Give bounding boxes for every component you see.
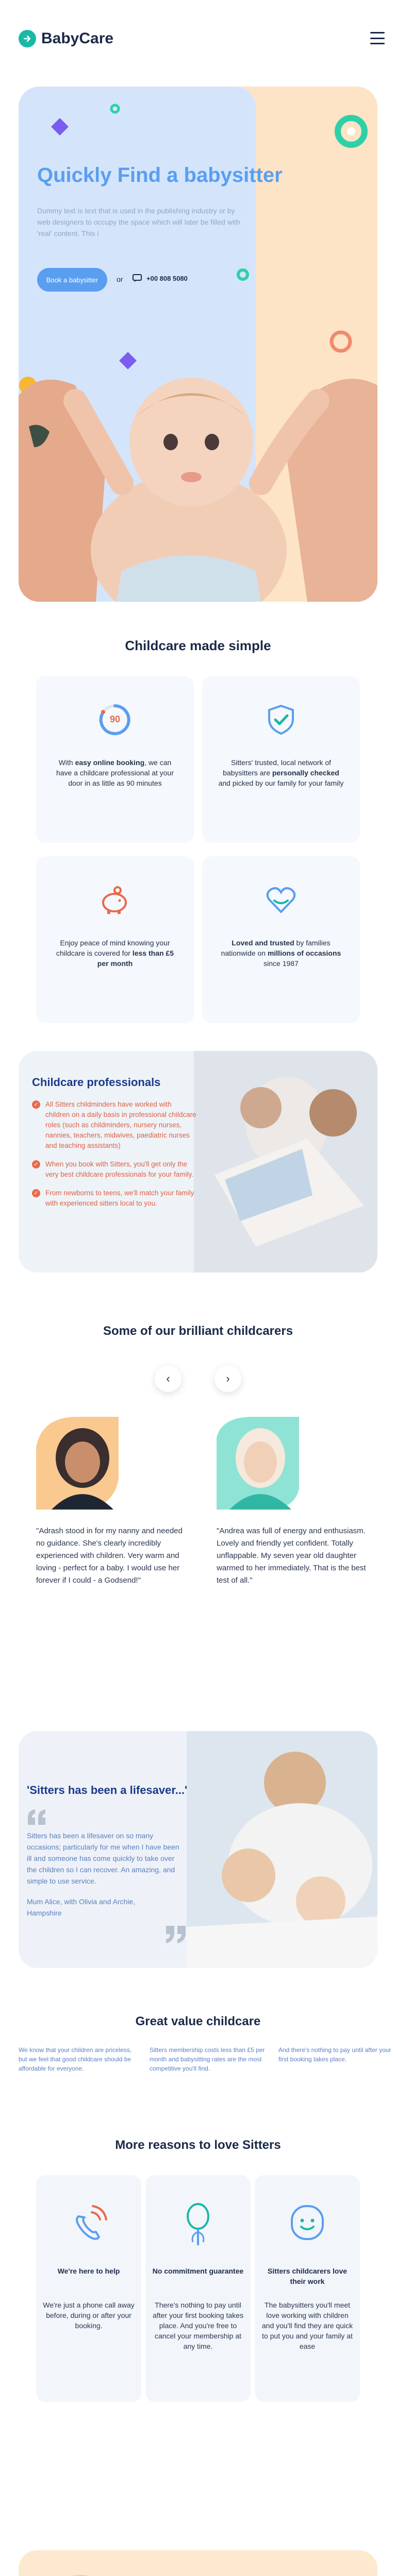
testimonial-section (19, 1731, 377, 1968)
great-value-text: Sitters membership costs less than £5 per month and babysitting rates are the most competitive you'll find. (150, 2046, 265, 2072)
phone-call-icon (68, 2201, 109, 2247)
logo-arrow-icon (19, 30, 36, 47)
menu-icon[interactable] (370, 32, 385, 44)
feature-text: Sitters' trusted, local network of babysitters are personally checked and picked by our family for your family (218, 758, 344, 787)
testimonial-author: Mum Alice, with Olivia and Archie, Hampshire (27, 1897, 136, 1917)
hero-baby-image (19, 354, 377, 602)
sitter-photo (36, 1417, 119, 1510)
hero-phone-number: +00 808 5080 (146, 274, 188, 282)
newsletter-baby-image (19, 2550, 158, 2576)
hero (19, 87, 377, 602)
gauge-value: 90 (109, 714, 121, 724)
childcare-section-title: Childcare made simple (125, 638, 271, 653)
check-icon: ✓ (32, 1160, 40, 1168)
sitter-quote: "Andrea was full of energy and enthusiasm. Lovely and friendly yet confident. Totally unflappable. My seven year old daughter warmed to her immediately. That is the best test of all." (217, 1527, 366, 1585)
list-item: ✓ When you book with Sitters, you'll get only the very best childcare professionals for your family. (32, 1159, 197, 1180)
logo[interactable] (19, 30, 113, 47)
chat-icon (132, 273, 142, 283)
professionals-section (19, 1051, 377, 1273)
carousel-next-button[interactable]: › (214, 1365, 241, 1392)
logo-text: BabyCare (41, 30, 114, 47)
great-value-text: And there's nothing to pay until after your first booking takes place. (278, 2046, 391, 2063)
list-item: ✓ From newborns to teens, we'll match your family with experienced sitters local to you. (32, 1188, 197, 1209)
reason-text: There's nothing to pay until after your first booking takes place. And you're free to cancel your membership at any time. (153, 2301, 243, 2350)
hero-or-label: or (117, 275, 123, 283)
book-babysitter-button[interactable]: Book a babysitter (37, 268, 107, 292)
balloon-icon (177, 2201, 219, 2247)
smile-badge-icon (287, 2201, 328, 2247)
reason-card (36, 2175, 141, 2402)
shield-check-icon (264, 703, 298, 737)
diamond-decoration-icon (50, 116, 70, 137)
quote-open-icon (27, 1808, 47, 1826)
carousel-prev-button[interactable]: ‹ (155, 1365, 182, 1392)
hero-title: Quickly Find a babysitter (37, 164, 283, 187)
ring-decoration-icon (235, 267, 251, 282)
ring-decoration-icon (109, 103, 121, 114)
piggy-bank-icon (98, 883, 132, 917)
heart-hands-icon (264, 883, 298, 917)
check-icon: ✓ (32, 1100, 40, 1109)
feature-text: With easy online booking, we can have a childcare professional at your door in as little as 90 minutes (56, 758, 174, 787)
feature-text: Loved and trusted by families nationwide on millions of occasions since 1987 (221, 939, 341, 968)
feature-text: Enjoy peace of mind knowing your childcare is covered for less than £5 per month (56, 939, 174, 968)
sitter-quote: "Adrash stood in for my nanny and needed no guidance. She's clearly incredibly experienced with children. Very warm and loving - perfect for a baby. I would use her forever if I could - a Godsend!" (36, 1527, 183, 1585)
reason-heading: We're here to help (57, 2267, 120, 2275)
reason-card (255, 2175, 360, 2402)
check-icon: ✓ (32, 1189, 40, 1197)
list-item: ✓ All Sitters childminders have worked with children on a daily basis in professional childcare roles (such as childminders, nursery nurses, nannies, teachers, midwives, paediatric nurses and teaching assistants) (32, 1099, 197, 1151)
professionals-list (32, 1099, 197, 1217)
reason-text: We're just a phone call away before, during or after your booking. (43, 2301, 135, 2330)
reason-text: The babysitters you'll meet love working with children and you'll find they are quick to put you and your family at ease (261, 2301, 353, 2350)
great-value-text: We know that your children are priceless, but we feel that good childcare should be affordable for everyone. (19, 2046, 132, 2072)
feature-card (202, 856, 360, 1023)
feature-card (36, 856, 194, 1023)
professionals-title: Childcare professionals (32, 1076, 161, 1089)
ring-decoration-icon (328, 329, 354, 354)
reason-card (145, 2175, 251, 2402)
newsletter-section (19, 2550, 377, 2576)
ring-decoration-icon (333, 113, 369, 149)
professionals-photo (194, 1051, 377, 1273)
feature-card (36, 676, 194, 843)
feature-card (202, 676, 360, 843)
reason-heading: No commitment guarantee (152, 2267, 244, 2275)
testimonial-title: 'Sitters has been a lifesaver...' (27, 1784, 188, 1797)
quote-close-icon (164, 1925, 187, 1944)
testimonial-text: Sitters has been a lifesaver on so many occasions; particularly for me when I have been ill and someone has come quickly to take over the children so I can recover. An amazing, and simple to use service. (27, 1832, 179, 1885)
hero-subtitle: Dummy text is text that is used in the publishing industry or by web designers to occupy the space which will later be filled with 'real' content. This i (37, 207, 240, 238)
header (0, 0, 396, 77)
sitters-section-title: Some of our brilliant childcarers (103, 1324, 293, 1338)
reason-heading: Sitters childcarers love their work (267, 2267, 348, 2285)
great-value-title: Great value childcare (135, 2014, 261, 2028)
sitter-photo (217, 1417, 299, 1510)
reasons-title: More reasons to love Sitters (115, 2138, 281, 2152)
testimonial-photo (187, 1731, 377, 1968)
hero-phone-link[interactable] (132, 273, 188, 283)
